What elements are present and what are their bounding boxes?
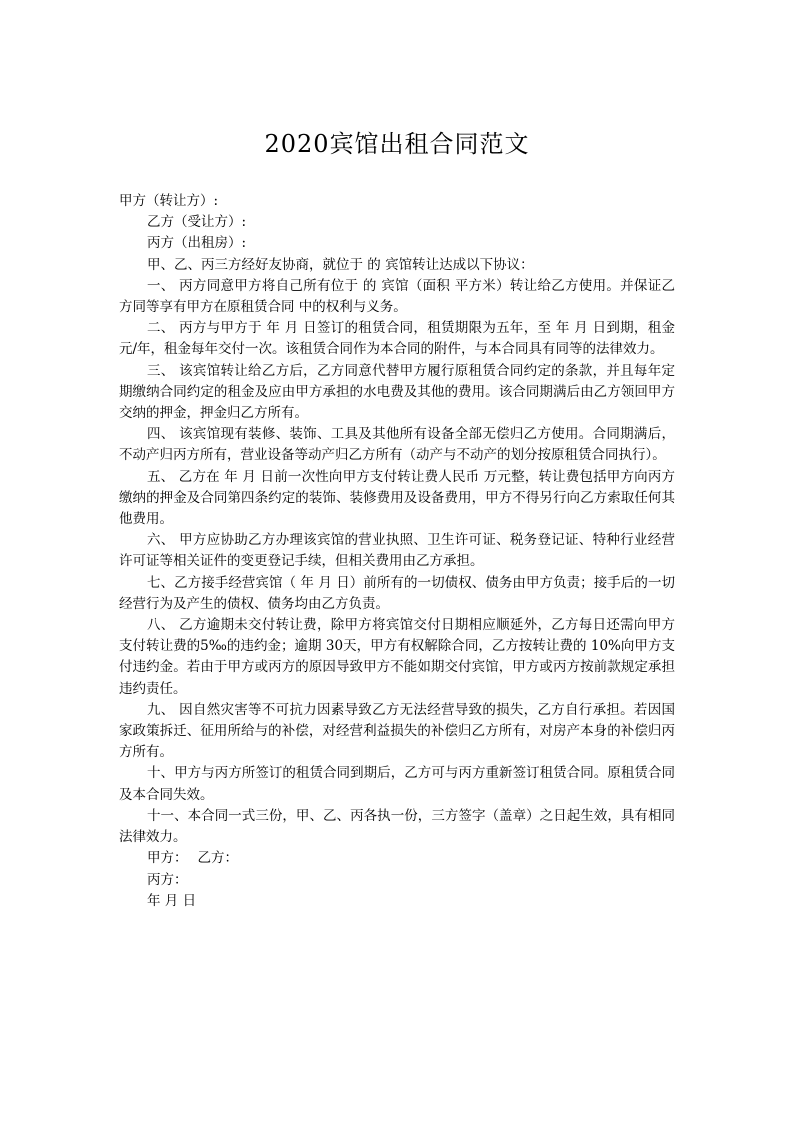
signature-line-a-b	[119, 848, 675, 869]
clause-11: 十一、本合同一式三份，甲、乙、丙各执一份，三方签字（盖章）之日起生效，具有相同法律效力。	[119, 807, 675, 846]
signature-party-b: 乙方：	[197, 850, 238, 867]
clause-7: 七、乙方接手经营宾馆（ 年 月 日）前所有的一切债权、债务由甲方负责；接手后的一切经营行为及产生的债权、债务均由乙方负责。	[119, 574, 675, 612]
clause-3: 三、 该宾馆转让给乙方后，乙方同意代替甲方履行原租赁合同约定的条款，并且每年定期缴纳合同约定的租金及应由甲方承担的水电费及其他的费用。该合同期满后由乙方领回甲方交纳的押金，押金归乙方所有。	[119, 362, 675, 422]
date-line: 年 月 日	[147, 892, 197, 909]
clause-9: 九、 因自然灾害等不可抗力因素导致乙方无法经营导致的损失，乙方自行承担。若因国家政策拆迁、征用所给与的补偿，对经营利益损失的补偿归乙方所有，对房产本身的补偿归丙方所有。	[119, 701, 675, 761]
party-c-line: 丙方（出租房）:	[147, 235, 247, 252]
clause-6: 六、 甲方应协助乙方办理该宾馆的营业执照、卫生许可证、税务登记证、特种行业经营许可证等相关证件的变更登记手续，但相关费用由乙方承担。	[119, 532, 675, 570]
signature-party-c: 丙方：	[147, 871, 188, 888]
document-title: 2020宾馆出租合同范文	[264, 130, 530, 158]
document-body	[119, 191, 675, 912]
signature-party-a: 甲方：	[147, 850, 188, 867]
clause-5: 五、 乙方在 年 月 日前一次性向甲方支付转让费人民币 万元整，转让费包括甲方向丙方缴纳的押金及合同第四条约定的装饰、装修费用及设备费用，甲方不得另行向乙方索取任何其他费用。	[119, 468, 675, 528]
party-b-line: 乙方（受让方）:	[147, 214, 247, 231]
clause-8: 八、 乙方逾期未交付转让费，除甲方将宾馆交付日期相应顺延外，乙方每日还需向甲方支付转让费的5‰的违约金；逾期 30天，甲方有权解除合同，乙方按转让费的 10%向甲方支付违约金。若由于甲方或丙方的原因导致甲方不能如期交付宾馆，甲方或丙方按前款规定承担违约责任。	[119, 617, 675, 697]
party-a-line: 甲方（转让方）:	[119, 193, 219, 209]
clause-1: 一、 丙方同意甲方将自己所有位于 的 宾馆（面积 平方米）转让给乙方使用。并保证乙方同等享有甲方在原租赁合同 中的权利与义务。	[119, 277, 675, 316]
clause-4: 四、 该宾馆现有装修、装饰、工具及其他所有设备全部无偿归乙方使用。合同期满后，不动产归丙方所有，营业设备等动产归乙方所有（动产与不动产的划分按原租赁合同执行）。	[119, 426, 675, 464]
intro-paragraph: 甲、乙、丙三方经好友协商，就位于 的 宾馆转让达成以下协议：	[147, 256, 534, 273]
clause-10: 十、甲方与丙方所签订的租赁合同到期后，乙方可与丙方重新签订租赁合同。原租赁合同及本合同失效。	[119, 765, 675, 803]
clause-2: 二、 丙方与甲方于 年 月 日签订的租赁合同，租赁期限为五年，至 年 月 日到期，租金 元/年，租金每年交付一次。该租赁合同作为本合同的附件，与本合同具有同等的法律效力。	[119, 320, 675, 358]
